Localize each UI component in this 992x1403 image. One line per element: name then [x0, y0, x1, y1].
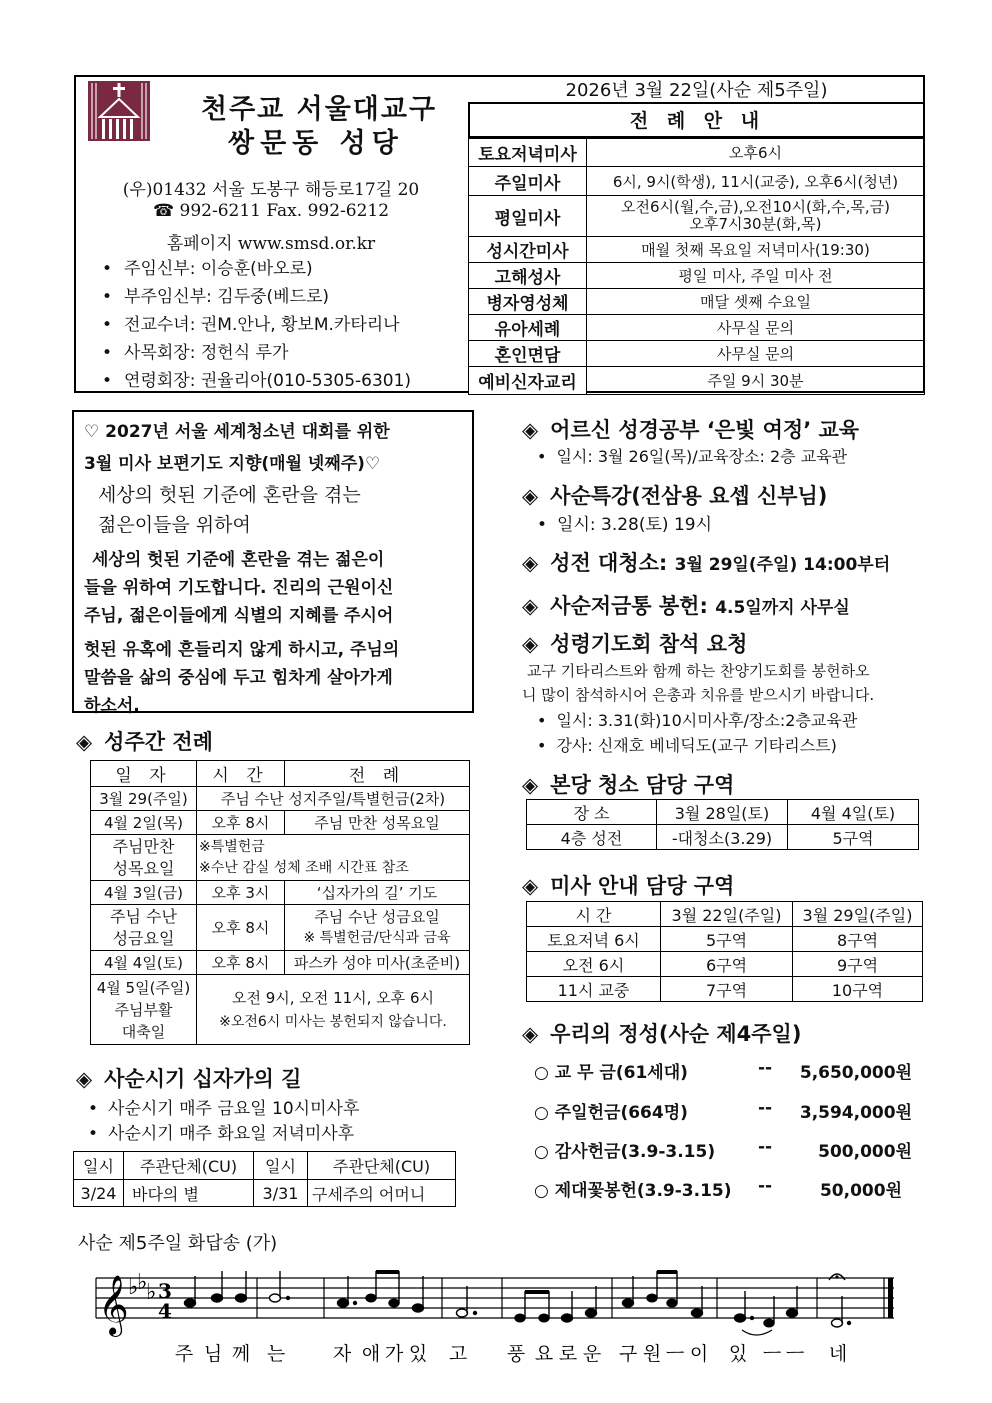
parish-logo: [88, 81, 150, 141]
table-cell: 9구역: [793, 952, 923, 977]
stations-title: ◈ 사순시기 십자가의 길: [76, 1063, 301, 1093]
table-cell: 오전 6시: [527, 952, 661, 977]
stations-line: • 사순시기 매주 화요일 저녁미사후: [88, 1119, 354, 1144]
table-cell: 대축일: [121, 1022, 166, 1041]
table-cell: 성금요일: [112, 928, 175, 948]
lyric-syllable: 님: [203, 1343, 223, 1365]
cleaning-notice-detail: 3월 29일(주일) 14:00부터: [674, 555, 891, 575]
table-cell: 구세주의 어머니: [308, 1180, 456, 1207]
offerings-list: [534, 1058, 912, 1208]
liturgy-value: 매달 셋째 수요일: [587, 289, 925, 315]
liturgy-value: 6시, 9시(학생), 11시(교중), 오후6시(청년): [587, 167, 925, 196]
lyric-syllable: 애: [361, 1343, 381, 1365]
staff-item: • 부주임신부: 김두중(베드로): [102, 283, 411, 311]
phone-fax: ☎ 992-6211 Fax. 992-6212: [152, 201, 390, 221]
table-cell: 3/31: [254, 1180, 308, 1207]
offering-name: ○ 제대꽃봉헌(3.9-3.15): [534, 1181, 732, 1201]
table-cell: 바다의 별: [124, 1180, 254, 1207]
liturgy-value: 오후6시: [587, 139, 925, 167]
lyric-syllable: 께: [231, 1343, 251, 1365]
staff-item: • 전교수녀: 권M.안나, 황보M.카타리나: [102, 311, 411, 339]
spirit-prayer-title: ◈ 성령기도회 참석 요청: [522, 628, 747, 658]
table-header: 전 례: [285, 761, 470, 787]
liturgy-value: 오전6시(월,수,금),오전10시(화,수,목,금): [620, 198, 891, 216]
prayer-title: ♡ 2027년 서울 세계청소년 대회를 위한: [84, 422, 390, 442]
table-cell: 오후 3시: [197, 881, 285, 905]
church-name-parish: 쌍문동 성당: [228, 128, 404, 159]
lyric-syllable: 는: [266, 1343, 286, 1365]
table-header: 3월 22일(주일): [661, 902, 793, 927]
table-cell: 4월 4일(토): [91, 951, 197, 975]
table-header: 일시: [74, 1152, 124, 1180]
staff-item: • 사목회장: 정헌식 루가: [102, 339, 411, 367]
offering-amount: 3,594,000원: [799, 1103, 912, 1123]
table-cell: 주님 수난 성금요일: [314, 907, 440, 926]
table-cell: 오후 8시: [197, 905, 285, 951]
liturgy-value: 평일 미사, 주일 미사 전: [587, 263, 925, 289]
table-header: 시 간: [527, 902, 661, 927]
table-cell: ※특별헌금: [199, 838, 265, 855]
table-cell: 5구역: [661, 927, 793, 952]
liturgy-label: 성시간미사: [469, 237, 587, 263]
table-cell: 6구역: [661, 952, 793, 977]
lyric-syllable: ㅡ: [785, 1343, 805, 1365]
offering-name: ○ 감사헌금(3.9-3.15): [534, 1142, 716, 1162]
address: (우)01432 서울 도봉구 해등로17길 20: [122, 180, 420, 200]
table-cell: 3월 29(주일): [91, 787, 197, 811]
lyric-syllable: 이: [689, 1343, 709, 1365]
holy-week-title: ◈ 성주간 전례: [76, 726, 213, 756]
spirit-prayer-line: • 강사: 신재호 베네딕도(교구 기타리스트): [537, 733, 837, 756]
svg-text:3: 3: [158, 1279, 172, 1303]
table-cell: 오후 8시: [197, 951, 285, 975]
table-cell: 토요저녁 6시: [527, 927, 661, 952]
treble-clef: 𝄞: [98, 1275, 129, 1335]
bible-study-title: ◈ 어르신 성경공부 ‘은빛 여정’ 교육: [522, 414, 859, 444]
lyric-syllable: ㅡ: [762, 1343, 782, 1365]
savings-box-detail: 4.5일까지 사무실: [715, 598, 850, 618]
lecture-title: ◈ 사순특강(전삼용 요셉 신부님): [522, 480, 827, 510]
liturgy-label: 평일미사: [469, 196, 587, 237]
offering-dash: --: [758, 1058, 773, 1078]
liturgy-label: 예비신자교리: [469, 367, 587, 395]
lyric-syllable: 있: [408, 1343, 428, 1365]
staff-item: • 주임신부: 이승훈(바오로): [102, 255, 411, 283]
lecture-line: • 일시: 3.28(토) 19시: [537, 510, 712, 535]
offerings-title: ◈ 우리의 정성(사순 제4주일): [522, 1018, 801, 1048]
offering-dash: --: [758, 1098, 773, 1118]
liturgy-label: 고해성사: [469, 263, 587, 289]
table-cell: 주님 수난 성지주일/특별헌금(2차): [197, 787, 470, 811]
psalm-title: 사순 제5주일 화답송 (가): [78, 1233, 278, 1254]
table-header: 일시: [254, 1152, 308, 1180]
table-header: 장 소: [527, 800, 657, 825]
table-header: 4월 4일(토): [788, 800, 919, 825]
table-header: 시 간: [197, 761, 285, 787]
table-header: 주관단체(CU): [308, 1152, 456, 1180]
staff-item: • 연령회장: 권율리아(010-5305-6301): [102, 367, 411, 395]
guide-duty-title: ◈ 미사 안내 담당 구역: [522, 870, 734, 900]
prayer-heading: 세상의 헛된 기준에 혼란을 겪는: [98, 484, 361, 506]
table-cell: 3/24: [74, 1180, 124, 1207]
bulletin-header: [74, 75, 925, 393]
savings-box-title: 사순저금통 봉헌:: [550, 594, 708, 618]
table-cell: 주님 만찬 성목요일: [285, 811, 470, 835]
liturgy-label: 주일미사: [469, 167, 587, 196]
table-cell: 오전 9시, 오전 11시, 오후 6시: [232, 988, 434, 1007]
liturgy-guide-title: 전 례 안 내: [468, 104, 925, 138]
table-cell: 4월 5일(주일): [96, 978, 191, 997]
liturgy-value: 주일 9시 30분: [587, 367, 925, 395]
prayer-body: 말씀을 삶의 중심에 두고 힘차게 살아가게: [84, 668, 393, 688]
liturgy-value: 사무실 문의: [587, 341, 925, 367]
svg-text:♭: ♭: [146, 1280, 157, 1305]
liturgy-label: 토요저녁미사: [469, 139, 587, 167]
church-name-diocese: 천주교 서울대교구: [201, 94, 438, 125]
cleaning-duty-title: ◈ 본당 청소 담당 구역: [522, 769, 734, 799]
lyric-syllable: 있: [728, 1343, 748, 1365]
table-cell: ※ 특별헌금/단식과 금육: [303, 929, 451, 946]
lyric-syllable: 가: [384, 1343, 404, 1365]
guide-duty-table: [526, 901, 923, 1002]
table-header: 3월 29일(주일): [793, 902, 923, 927]
svg-text:4: 4: [158, 1299, 172, 1323]
liturgy-value: 사무실 문의: [587, 315, 925, 341]
stations-line: • 사순시기 매주 금요일 10시미사후: [88, 1094, 359, 1119]
spirit-prayer-line: • 일시: 3.31(화)10시미사후/장소:2층교육관: [537, 708, 857, 731]
svg-text:♭: ♭: [128, 1275, 139, 1300]
table-cell: 파스카 성야 미사(초준비): [285, 951, 470, 975]
savings-box-notice: [522, 590, 850, 620]
table-cell: 4월 3일(금): [91, 881, 197, 905]
table-cell: 5구역: [788, 825, 919, 850]
prayer-body: 들을 위하여 기도합니다. 진리의 근원이신: [84, 578, 394, 598]
cleaning-duty-table: [526, 799, 919, 850]
liturgy-guide-table: [468, 138, 925, 395]
table-header: 주관단체(CU): [124, 1152, 254, 1180]
offering-dash: --: [758, 1137, 773, 1157]
holy-week-table: [90, 760, 470, 1045]
table-cell: -대청소(3.29): [657, 825, 788, 850]
table-cell: 11시 교중: [527, 977, 661, 1002]
prayer-body: 주님, 젊은이들에게 식별의 지혜를 주시어: [84, 606, 394, 626]
lyric-syllable: 원: [642, 1343, 662, 1365]
staff-list: [102, 255, 411, 395]
liturgy-label: 병자영성체: [469, 289, 587, 315]
table-header: 3월 28일(토): [657, 800, 788, 825]
lyric-syllable: 요: [534, 1343, 554, 1365]
lyric-syllable: 고: [448, 1343, 468, 1365]
table-cell: 오후 8시: [197, 811, 285, 835]
table-header: 일 자: [91, 761, 197, 787]
table-cell: 성목요일: [112, 858, 175, 878]
prayer-heading: 젊은이들을 위하여: [98, 514, 251, 536]
offering-amount: 500,000원: [818, 1142, 912, 1162]
liturgy-label: 혼인면담: [469, 341, 587, 367]
table-cell: 주님만찬: [112, 836, 175, 856]
prayer-intention-box: [72, 410, 474, 716]
psalm-score: [92, 1258, 912, 1368]
table-cell: 4층 성전: [527, 825, 657, 850]
offering-amount: 50,000원: [819, 1181, 902, 1201]
lyric-syllable: 운: [582, 1343, 602, 1365]
table-cell: ※수난 감실 성체 조배 시간표 참조: [199, 859, 409, 876]
table-cell: 7구역: [661, 977, 793, 1002]
lyric-syllable: 주: [174, 1343, 194, 1365]
lyric-syllable: 구: [618, 1343, 638, 1365]
prayer-body: 헛된 유혹에 흔들리지 않게 하시고, 주님의: [84, 640, 400, 660]
spirit-prayer-body: 교구 기타리스트와 함께 하는 찬양기도회를 봉헌하오: [527, 662, 870, 680]
table-cell: ‘십자가의 길’ 기도: [285, 881, 470, 905]
lyric-syllable: 네: [828, 1343, 848, 1365]
prayer-body: 하소서.: [84, 696, 140, 716]
homepage: 홈페이지 www.smsd.or.kr: [166, 234, 376, 254]
prayer-body: 세상의 헛된 기준에 혼란을 겪는 젊은이: [92, 550, 385, 570]
spirit-prayer-body: 니 많이 참석하시어 은총과 치유를 받으시기 바랍니다.: [522, 686, 875, 704]
prayer-title: 3월 미사 보편기도 지향(매월 넷째주)♡: [84, 454, 381, 474]
table-cell: 10구역: [793, 977, 923, 1002]
offering-dash: --: [758, 1176, 773, 1196]
svg-text:♭: ♭: [137, 1270, 148, 1295]
offering-amount: 5,650,000원: [799, 1063, 912, 1083]
lyric-syllable: 자: [332, 1343, 352, 1365]
table-cell: 주님부활: [114, 1000, 173, 1019]
lyric-syllable: 풍: [506, 1343, 526, 1365]
offering-name: ○ 주일헌금(664명): [534, 1103, 688, 1123]
table-cell: 주님 수난: [110, 906, 177, 926]
table-cell: ※오전6시 미사는 봉헌되지 않습니다.: [219, 1013, 447, 1030]
cleaning-notice: [522, 547, 890, 577]
table-cell: 8구역: [793, 927, 923, 952]
lyric-syllable: ㅡ: [665, 1343, 685, 1365]
offering-name: ○ 교 무 금(61세대): [534, 1063, 688, 1083]
stations-table: [73, 1151, 456, 1207]
lyric-syllable: 로: [558, 1343, 578, 1365]
table-cell: 4월 2일(목): [91, 811, 197, 835]
liturgy-label: 유아세례: [469, 315, 587, 341]
cleaning-notice-title: 성전 대청소:: [550, 551, 668, 575]
bulletin-date: 2026년 3월 22일(사순 제5주일): [468, 77, 925, 104]
liturgy-value: 매월 첫째 목요일 저녁미사(19:30): [587, 237, 925, 263]
liturgy-value: 오후7시30분(화,목): [689, 215, 822, 233]
bible-study-line: • 일시: 3월 26일(목)/교육장소: 2층 교육관: [537, 444, 847, 467]
